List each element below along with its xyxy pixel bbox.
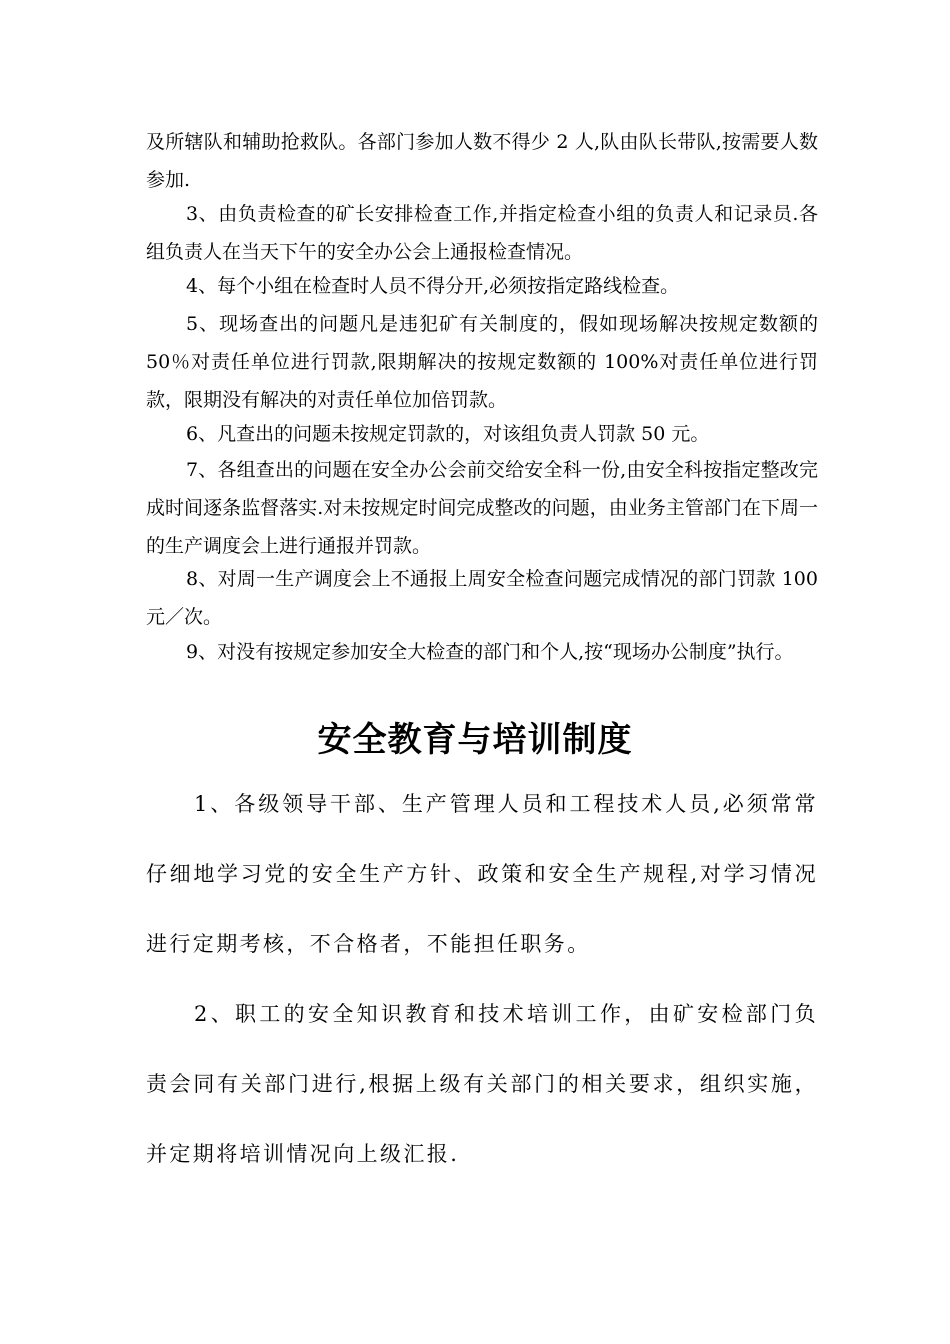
- paragraph-item-6: 6、凡查出的问题未按规定罚款的，对该组负责人罚款 50 元。: [186, 423, 710, 445]
- paragraph-item-4: 4、每个小组在检查时人员不得分开,必须按指定路线检查。: [186, 275, 680, 297]
- paragraph-continuation: 及所辖队和辅助抢救队。各部门参加人数不得少 2 人,队由队长带队,按需要人数参加.: [146, 131, 818, 191]
- section-title: 安全教育与培训制度: [317, 720, 633, 760]
- paragraph-item-7: 7、各组查出的问题在安全办公会前交给安全科一份,由安全科按指定整改完成时间逐条监督落实.对未按规定时间完成整改的问题，由业务主管部门在下周一的生产调度会上进行通报并罚款。: [146, 459, 818, 557]
- paragraph-item-9: 9、对没有按规定参加安全大检查的部门和个人,按“现场办公制度”执行。: [186, 641, 794, 663]
- paragraph-item-5: 5、现场查出的问题凡是违犯矿有关制度的，假如现场解决按规定数额的 50％对责任单位进行罚款,限期解决的按规定数额的 100%对责任单位进行罚款，限期没有解决的对责任单位加倍罚款。: [146, 313, 818, 411]
- paragraph-item-8: 8、对周一生产调度会上不通报上周安全检查问题完成情况的部门罚款 100 元／次。: [146, 568, 818, 628]
- training-paragraph-2: 2、职工的安全知识教育和技术培训工作，由矿安检部门负责会同有关部门进行,根据上级有关部门的相关要求，组织实施，并定期将培训情况向上级汇报.: [146, 1002, 818, 1166]
- training-paragraph-1: 1、各级领导干部、生产管理人员和工程技术人员,必须常常仔细地学习党的安全生产方针、政策和安全生产规程,对学习情况进行定期考核，不合格者，不能担任职务。: [146, 792, 818, 956]
- paragraph-item-3: 3、由负责检查的矿长安排检查工作,并指定检查小组的负责人和记录员.各组负责人在当天下午的安全办公会上通报检查情况。: [146, 203, 818, 263]
